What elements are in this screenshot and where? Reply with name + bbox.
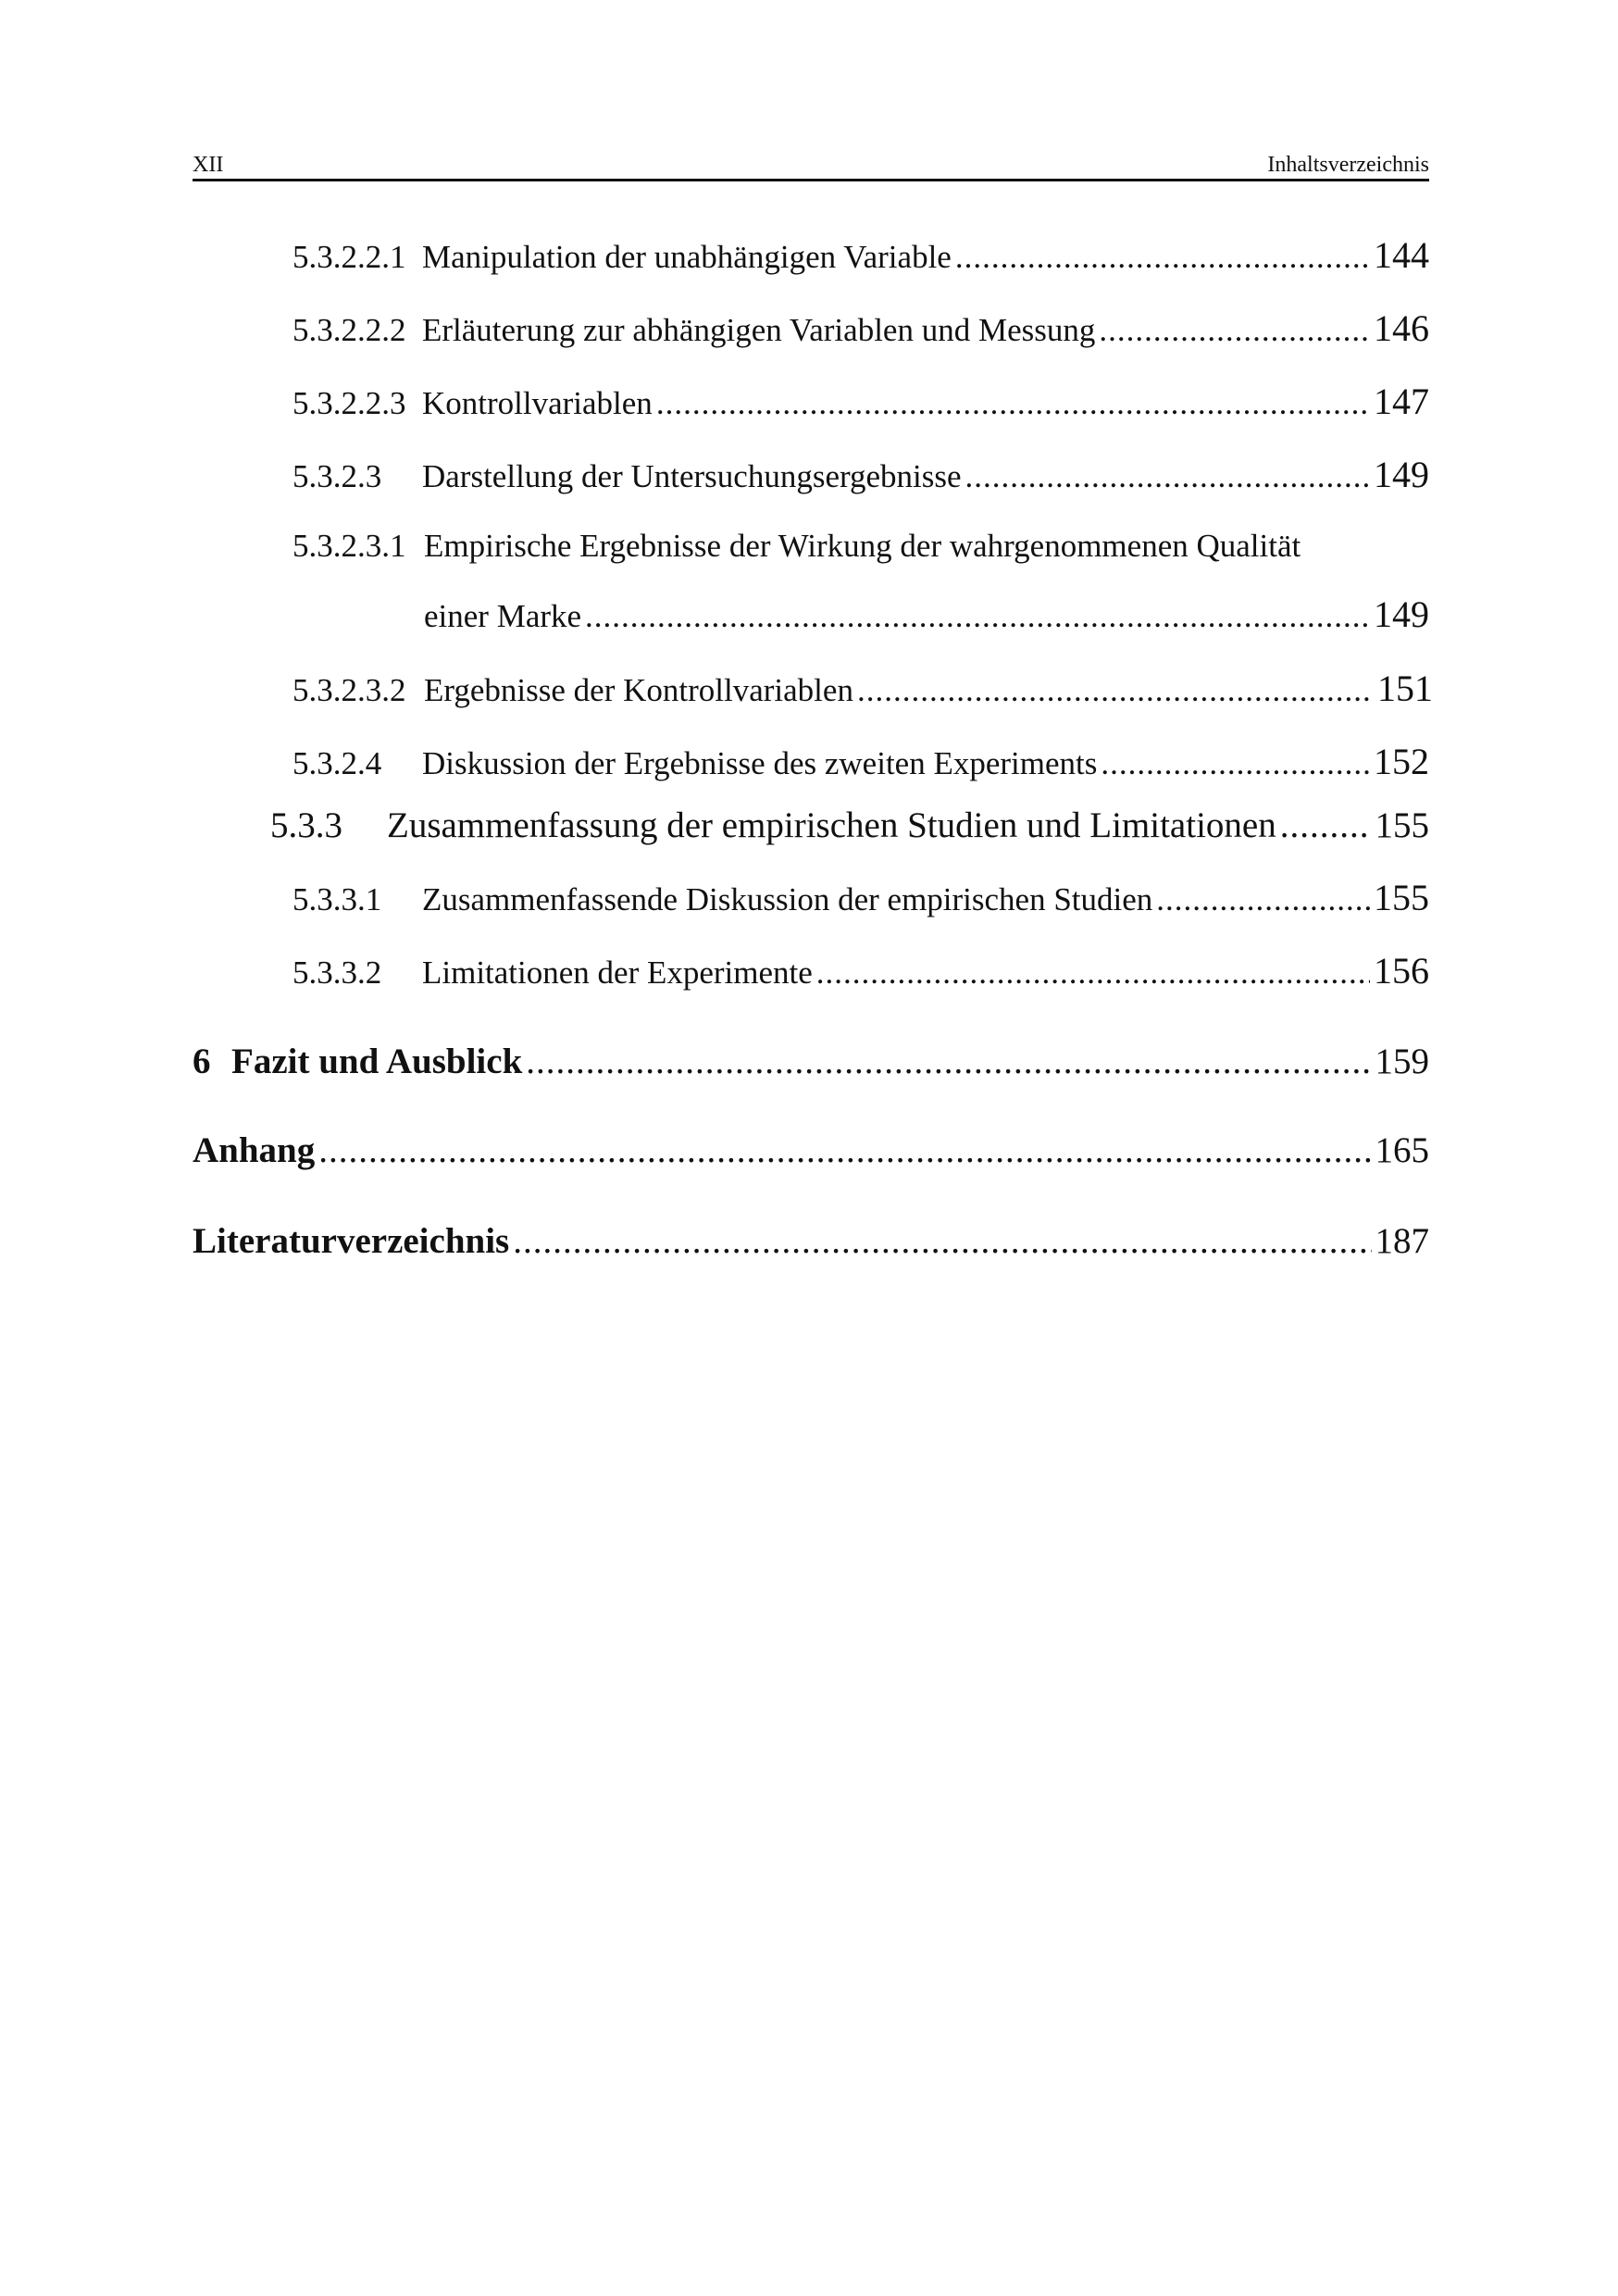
toc-entry[interactable] xyxy=(292,950,1429,992)
toc-entry-page: 155 xyxy=(1374,877,1429,918)
toc-entry-title: Literaturverzeichnis xyxy=(193,1221,510,1261)
toc-entry-page: 159 xyxy=(1375,1042,1429,1081)
toc-entry[interactable] xyxy=(292,670,1433,707)
toc-entry-page: 156 xyxy=(1374,950,1429,992)
toc-entry-page: 149 xyxy=(1374,454,1429,495)
toc-entry[interactable] xyxy=(270,805,1429,846)
toc-entry-title: Erläuterung zur abhängigen Variablen und Messung xyxy=(422,312,1096,348)
toc-entry-number: 5.3.3.1 xyxy=(292,881,382,917)
running-header xyxy=(193,146,1429,181)
header-rule xyxy=(193,179,1429,181)
toc-entry-number: 5.3.2.3.2 xyxy=(292,672,406,708)
toc-entry-title-continued: einer Marke xyxy=(424,598,582,634)
toc-entry[interactable] xyxy=(292,234,1429,276)
toc-chapter-entry[interactable] xyxy=(193,1220,1429,1263)
toc-entry-number: 5.3.2.2.1 xyxy=(292,239,406,275)
toc-entry-number: 6 xyxy=(193,1042,211,1081)
toc-entry-number: 5.3.3.2 xyxy=(292,955,382,991)
toc-entry-first-line[interactable] xyxy=(292,528,1301,565)
toc-entry-number: 5.3.2.4 xyxy=(292,745,382,781)
toc-entry-title: Ergebnisse der Kontrollvariablen xyxy=(424,672,853,708)
toc-entry[interactable] xyxy=(292,307,1429,349)
header-page-number: XII xyxy=(193,153,224,177)
toc-entry-title: Zusammenfassung der empirischen Studien und Limitationen xyxy=(387,805,1276,845)
toc-entry[interactable] xyxy=(292,456,1429,493)
toc-entry-page: 149 xyxy=(1374,593,1429,635)
toc-entry-number: 5.3.3 xyxy=(270,805,342,845)
toc-dot-leader xyxy=(318,1129,1371,1172)
toc-entry-page: 144 xyxy=(1374,234,1429,276)
toc-dot-leader xyxy=(513,1220,1371,1263)
toc-entry[interactable] xyxy=(292,743,1429,780)
toc-entry-title: Empirische Ergebnisse der Wirkung der wahrgenommenen Qualität xyxy=(424,528,1301,564)
toc-entry-page: 152 xyxy=(1374,741,1429,782)
toc-dot-leader xyxy=(1280,805,1372,846)
toc-entry-title: Manipulation der unabhängigen Variable xyxy=(422,239,952,275)
toc-entry[interactable] xyxy=(292,877,1429,918)
header-section-title: Inhaltsverzeichnis xyxy=(1267,153,1429,177)
toc-chapter-entry[interactable] xyxy=(193,1041,1429,1083)
toc-entry-title: Diskussion der Ergebnisse des zweiten Experiments xyxy=(422,745,1098,781)
toc-entry-number: 5.3.2.2.2 xyxy=(292,312,406,348)
toc-entry-page: 187 xyxy=(1375,1221,1429,1261)
toc-entry-title: Fazit und Ausblick xyxy=(231,1042,523,1081)
toc-entry-title: Limitationen der Experimente xyxy=(422,955,813,991)
toc-dot-leader xyxy=(1156,881,1370,918)
toc-dot-leader xyxy=(965,458,1370,495)
toc-dot-leader xyxy=(656,385,1370,422)
toc-entry-number: 5.3.2.3.1 xyxy=(292,528,406,564)
toc-entry-page: 151 xyxy=(1377,668,1433,709)
toc-dot-leader xyxy=(1099,312,1370,349)
toc-entry-number: 5.3.2.3 xyxy=(292,458,382,494)
toc-dot-leader xyxy=(816,955,1370,992)
toc-entry-title: Anhang xyxy=(193,1130,316,1170)
toc-dot-leader xyxy=(955,239,1370,276)
toc-dot-leader xyxy=(857,672,1374,709)
toc-entry-page: 155 xyxy=(1375,805,1429,845)
toc-entry-title: Zusammenfassende Diskussion der empirischen Studien xyxy=(422,881,1153,917)
toc-chapter-entry[interactable] xyxy=(193,1129,1429,1172)
toc-entry-page: 147 xyxy=(1374,381,1429,422)
toc-dot-leader xyxy=(585,598,1370,635)
toc-entry-number: 5.3.2.2.3 xyxy=(292,385,406,421)
toc-entry-title: Darstellung der Untersuchungsergebnisse xyxy=(422,458,962,494)
toc-dot-leader xyxy=(1101,745,1370,782)
toc-entry[interactable] xyxy=(292,383,1429,420)
toc-entry-title: Kontrollvariablen xyxy=(422,385,653,421)
toc-dot-leader xyxy=(526,1041,1371,1083)
toc-entry[interactable] xyxy=(424,593,1429,635)
toc-entry-page: 146 xyxy=(1374,307,1429,349)
toc-entry-page: 165 xyxy=(1375,1130,1429,1170)
